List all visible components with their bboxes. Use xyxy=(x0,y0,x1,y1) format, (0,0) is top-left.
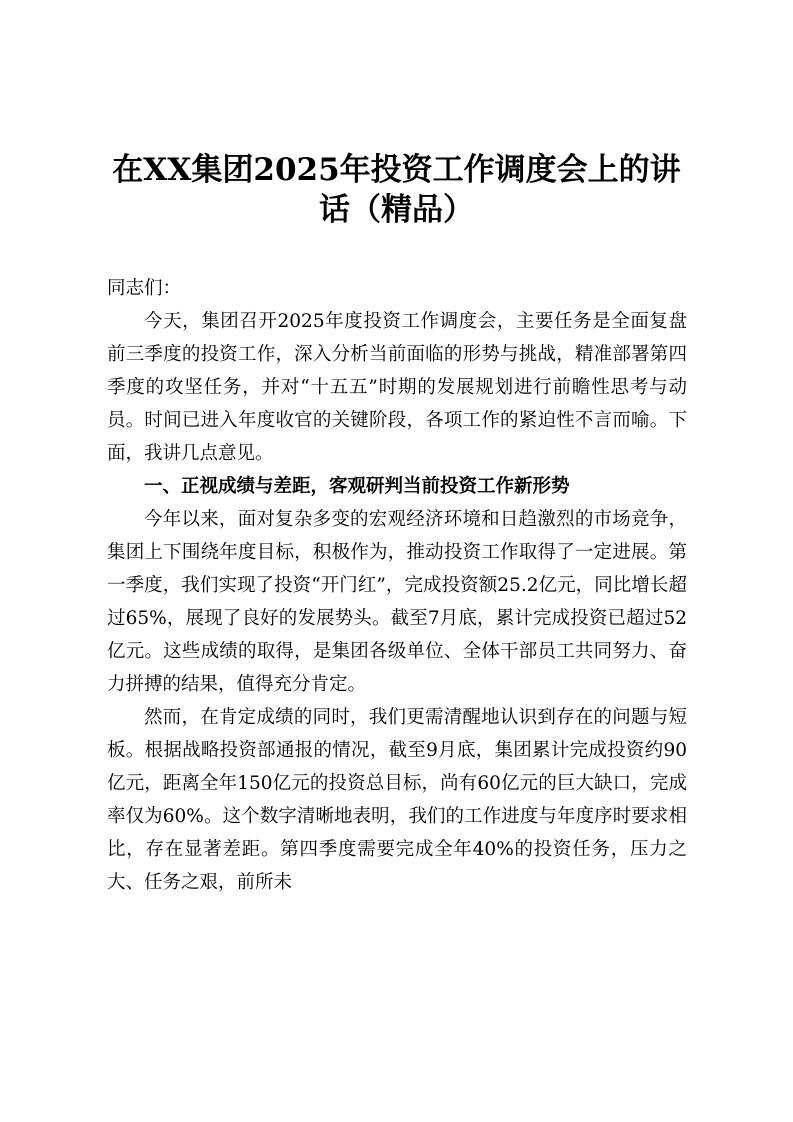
section-heading: 一、正视成绩与差距，客观研判当前投资工作新形势 xyxy=(144,476,570,497)
document-title: 在XX集团2025年投资工作调度会上的讲话（精品） xyxy=(112,152,681,228)
paragraph-achievements: 今年以来，面对复杂多变的宏观经济环境和日趋激烈的市场竞争，集团上下围绕年度目标，积极作为，推动投资工作取得了一定进展。第一季度，我们实现了投资“开门红”，完成投资额25.2亿元，同比增长超过65%，展现了良好的发展势头。截至7月底，累计完成投资已超过52亿元。这些成绩的取得，是集团各级单位、全体干部员工共同努力、奋力拼搏的结果，值得充分肯定。 xyxy=(107,509,687,695)
salutation: 同志们： xyxy=(107,278,182,299)
paragraph-intro: 今天，集团召开2025年度投资工作调度会，主要任务是全面复盘前三季度的投资工作，深入分析当前面临的形势与挑战，精准部署第四季度的攻坚任务，并对“十五五”时期的发展规划进行前瞻性思考与动员。时间已进入年度收官的关键阶段，各项工作的紧迫性不言而喻。下面，我讲几点意见。 xyxy=(107,311,687,464)
paragraph-gaps: 然而，在肯定成绩的同时，我们更需清醒地认识到存在的问题与短板。根据战略投资部通报的情况，截至9月底，集团累计完成投资约90亿元，距离全年150亿元的投资总目标，尚有60亿元的巨大缺口，完成率仅为60%。这个数字清晰地表明，我们的工作进度与年度序时要求相比，存在显著差距。第四季度需要完成全年40%的投资任务，压力之大、任务之艰，前所未 xyxy=(107,707,687,893)
document-body xyxy=(107,272,687,899)
